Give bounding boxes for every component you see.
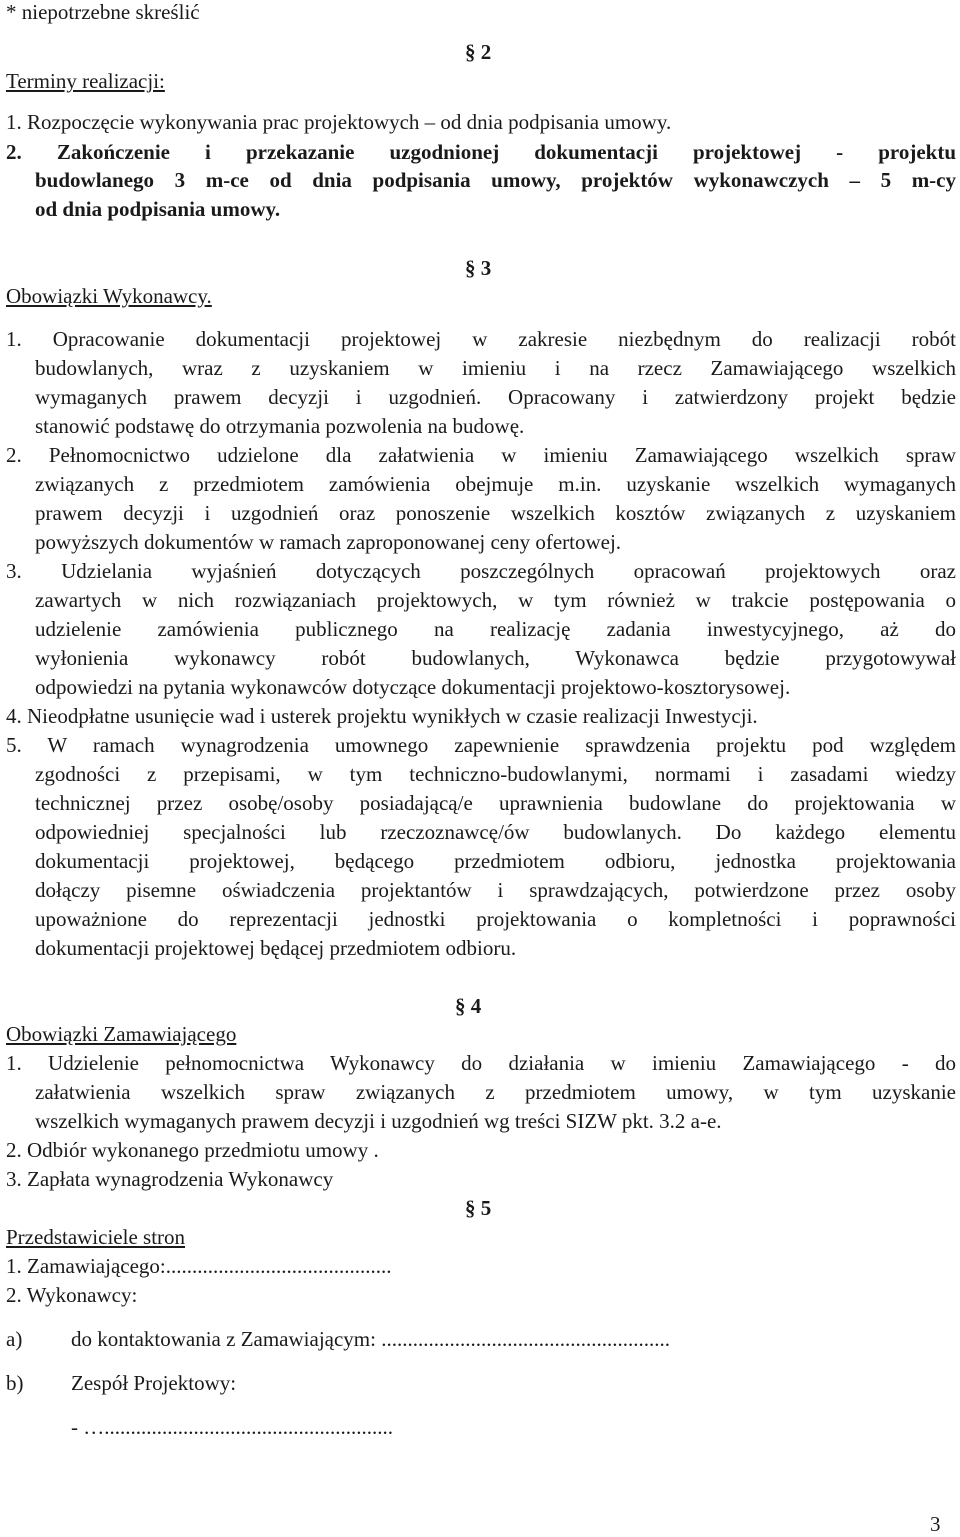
- s5-sub-label-a: a): [6, 1327, 23, 1351]
- s3-line: wyłonienia wykonawcy robót budowlanych, Wykonawca będzie przygotowywał: [35, 646, 956, 670]
- footnote: * niepotrzebne skreślić: [6, 0, 200, 24]
- s3-line: dokumentacji projektowej będącej przedmiotem odbioru.: [35, 936, 517, 960]
- s3-line: związanych z przedmiotem zamówienia obejmuje m.in. uzyskanie wszelkich wymaganych: [35, 472, 956, 496]
- s3-line: 4. Nieodpłatne usunięcie wad i usterek projektu wynikłych w czasie realizacji Inwestycji.: [6, 704, 758, 728]
- s5-line-zamawiajacy: 1. Zamawiającego:...........................................: [6, 1254, 392, 1278]
- s3-line: 2. Pełnomocnictwo udzielone dla załatwienia w imieniu Zamawiającego wszelkich spraw: [6, 443, 956, 467]
- s3-line: 5. W ramach wynagrodzenia umownego zapewnienie sprawdzenia projektu pod względem: [6, 733, 956, 757]
- s3-line: upoważnione do reprezentacji jednostki projektowania o kompletności i poprawności: [35, 907, 956, 931]
- s3-line: wymaganych prawem decyzji i uzgodnień. Opracowany i zatwierdzony projekt będzie: [35, 385, 956, 409]
- s3-line: 1. Opracowanie dokumentacji projektowej w zakresie niezbędnym do realizacji robót: [6, 327, 956, 351]
- s3-line: odpowiedzi na pytania wykonawców dotyczące dokumentacji projektowo-kosztorysowej.: [35, 675, 791, 699]
- section-3-marker: § 3: [465, 256, 492, 280]
- s5-sub-text-b: Zespół Projektowy:: [71, 1371, 237, 1395]
- s4-line: 1. Udzielenie pełnomocnictwa Wykonawcy do działania w imieniu Zamawiającego - do: [6, 1051, 956, 1075]
- section-5-marker: § 5: [465, 1196, 492, 1220]
- section-2-marker: § 2: [465, 40, 492, 64]
- s2-item-1: 1. Rozpoczęcie wykonywania prac projektowych – od dnia podpisania umowy.: [6, 110, 672, 134]
- s5-sub-label-b: b): [6, 1371, 24, 1395]
- s5-line-wykonawca: 2. Wykonawcy:: [6, 1283, 138, 1307]
- s3-line: zgodności z przepisami, w tym techniczno-budowlanymi, normami i zasadami wiedzy: [35, 762, 956, 786]
- s3-line: dokumentacji projektowej, będącego przedmiotem odbioru, jednostka projektowania: [35, 849, 956, 873]
- s4-line: załatwienia wszelkich spraw związanych z przedmiotem umowy, w tym uzyskanie: [35, 1080, 956, 1104]
- section-4-heading: Obowiązki Zamawiającego: [6, 1022, 237, 1046]
- s3-line: technicznej przez osobę/osoby posiadającą/e uprawnienia budowlane do projektowania w: [35, 791, 956, 815]
- s3-line: zawartych w nich rozwiązaniach projektowych, w tym również w trakcie postępowania o: [35, 588, 956, 612]
- s3-line: odpowiedniej specjalności lub rzeczoznawcę/ów budowlanych. Do każdego elementu: [35, 820, 956, 844]
- s3-line: udzielenie zamówienia publicznego na realizację zadania inwestycyjnego, aż do: [35, 617, 956, 641]
- s3-line: prawem decyzji i uzgodnień oraz ponoszenie wszelkich kosztów związanych z uzyskaniem: [35, 501, 956, 525]
- s4-line: 2. Odbiór wykonanego przedmiotu umowy .: [6, 1138, 379, 1162]
- s2-item-2-line-3: od dnia podpisania umowy.: [35, 197, 281, 221]
- section-2-heading: Terminy realizacji:: [6, 69, 165, 93]
- s3-line: stanowić podstawę do otrzymania pozwolenia na budowę.: [35, 414, 525, 438]
- section-5-heading: Przedstawiciele stron: [6, 1225, 186, 1249]
- s3-line: powyższych dokumentów w ramach zaproponowanej ceny ofertowej.: [35, 530, 622, 554]
- s5-dash-line: - ….......................................................: [71, 1415, 393, 1439]
- s3-line: budowlanych, wraz z uzyskaniem w imieniu i na rzecz Zamawiającego wszelkich: [35, 356, 956, 380]
- s3-line: dołączy pisemne oświadczenia projektantów i sprawdzających, potwierdzone przez osoby: [35, 878, 956, 902]
- page-number: 3: [930, 1512, 941, 1536]
- s5-sub-text-a: do kontaktowania z Zamawiającym: .......................................................: [71, 1327, 670, 1351]
- s4-line: wszelkich wymaganych prawem decyzji i uzgodnień wg treści SIZW pkt. 3.2 a-e.: [35, 1109, 722, 1133]
- s3-line: 3. Udzielania wyjaśnień dotyczących poszczególnych opracowań projektowych oraz: [6, 559, 956, 583]
- s4-line: 3. Zapłata wynagrodzenia Wykonawcy: [6, 1167, 334, 1191]
- section-4-marker: § 4: [455, 994, 482, 1018]
- s2-item-2-line-2: budowlanego 3 m-ce od dnia podpisania umowy, projektów wykonawczych – 5 m-cy: [35, 168, 956, 192]
- s2-item-2-line-1: 2. Zakończenie i przekazanie uzgodnionej dokumentacji projektowej - projektu: [6, 140, 956, 164]
- section-3-heading: Obowiązki Wykonawcy.: [6, 284, 212, 308]
